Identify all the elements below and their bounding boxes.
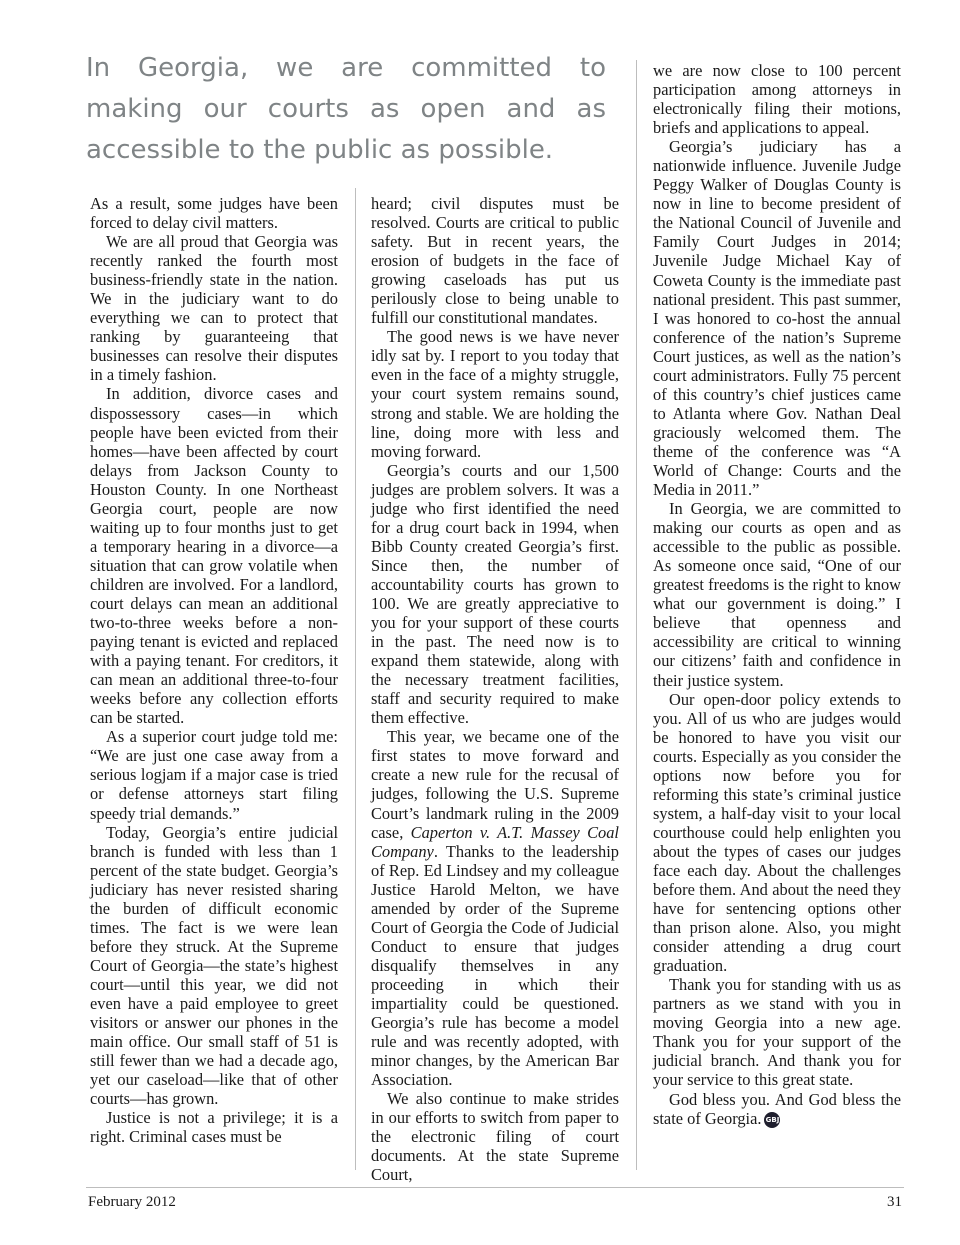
paragraph: As a result, some judges have been forced to delay civil matters. — [90, 194, 338, 233]
paragraph: The good news is we have never idly sat by. I report to you today that even in the face of a mighty struggle, your court system remains sound, strong and stable. We are holding the line, doing more with less and moving forward. — [371, 327, 619, 461]
article-column-1 — [90, 194, 338, 1146]
paragraph — [371, 727, 619, 1089]
paragraph: Today, Georgia’s entire judicial branch is funded with less than 1 percent of the state budget. Georgia’s judiciary has never resisted sharing the burden of difficult economic times. The fact is we were lean before they struck. At the Supreme Court of Georgia—the state’s highest court—until this year, we did not even have a paid employee to greet visitors or answer our phones in the main office. Our small staff of 51 is still fewer than we had a decade ago, yet our caseload—like that of other courts—has grown. — [90, 822, 338, 1109]
gbj-end-mark-icon: GBJ — [764, 1112, 780, 1128]
closing-text: God bless you. And God bless the state of Georgia. — [653, 1089, 901, 1128]
article-column-3 — [653, 61, 901, 1128]
paragraph: Justice is not a privilege; it is a right. Criminal cases must be — [90, 1108, 338, 1147]
paragraph: We also continue to make strides in our efforts to switch from paper to the electronic filing of court documents. At the state Supreme Court, — [371, 1089, 619, 1185]
paragraph: we are now close to 100 percent participation among attorneys in electronically filing their motions, briefs and applications to appeal. — [653, 61, 901, 138]
pull-quote: In Georgia, we are committed to making our courts as open and as accessible to the public as possible. — [86, 53, 606, 165]
paragraph: In Georgia, we are committed to making our courts as open and as accessible to the public as possible. As someone once said, “One of our greatest freedoms is the right to know what our government is doing.” I believe that openness and accessibility are critical to winning our citizens’ faith and confidence in their justice system. — [653, 499, 901, 690]
paragraph: As a superior court judge told me: “We are just one case away from a serious logjam if a major case is tried or defense attorneys start filing speedy trial demands.” — [90, 727, 338, 823]
paragraph: Thank you for standing with us as partners as we stand with you in moving Georgia into a new age. Thank you for your support of the judicial branch. And thank you for your service to this great state. — [653, 975, 901, 1090]
paragraph — [653, 1090, 901, 1128]
footer-date: February 2012 — [88, 1194, 176, 1210]
page-number: 31 — [887, 1194, 902, 1210]
paragraph: Georgia’s courts and our 1,500 judges are problem solvers. It was a judge who first identified the need for a drug court back in 1994, when Bibb County created Georgia’s first. Since then, the number of accountability courts has grown to 100. We are greatly appreciative to you for your support of these courts in the past. The need now is to expand them statewide, along with the necessary treatment facilities, staff and security required to make them effective. — [371, 460, 619, 728]
column-divider — [636, 60, 637, 1170]
footer-divider — [86, 1187, 904, 1188]
case-name: Caperton v. A.T. Massey Coal Company — [371, 822, 619, 861]
article-column-2 — [371, 194, 619, 1184]
paragraph: We are all proud that Georgia was recently ranked the fourth most business-friendly state in the nation. We in the judiciary want to do everything we can to protect that ranking by guaranteeing that businesses can resolve their disputes in a timely fashion. — [90, 232, 338, 385]
paragraph-text: This year, we became one of the first states to move forward and create a new rule for the recusal of judges, following the U.S. Supreme Court’s landmark ruling in the 2009 case, — [371, 727, 619, 842]
paragraph: Georgia’s judiciary has a nationwide influence. Juvenile Judge Peggy Walker of Douglas County is now in line to become president of the National Council of Juvenile and Family Court Judges in 2014; Juvenile Judge Michael Kay of Coweta County is the immediate past national president. This past summer, I was honored to co-host the annual conference of the nation’s Supreme Court justices, as well as the nation’s court administrators. Fully 75 percent of this country’s chief justices came to Atlanta where Gov. Nathan Deal graciously welcomed them. The theme of the conference was “A World of Change: Courts and the Media in 2011.” — [653, 137, 901, 500]
paragraph: heard; civil disputes must be resolved. Courts are critical to public safety. But in recent years, the erosion of budgets in the face of growing caseloads has put us perilously close to being unable to fulfill our constitutional mandates. — [371, 194, 619, 328]
paragraph: Our open-door policy extends to you. All of us who are judges would be honored to have you visit our courts. Especially as you consider the options now before you for reforming this state’s criminal justice system, a half-day visit to your local courthouse could help enlighten you about the types of cases our judges face each day. About the challenges before them. And about the need they have for sentencing options other than prison alone. Also, you might consider attending a drug court graduation. — [653, 689, 901, 976]
column-divider — [355, 188, 356, 1170]
paragraph-text: . Thanks to the leadership of Rep. Ed Lindsey and my colleague Justice Harold Melton, we have amended by order of the Supreme Court of Georgia the Code of Judicial Conduct to ensure that judges disqualify themselves in any proceeding in which their impartiality could be questioned. Georgia’s rule has become a model rule and was recently adopted, with minor changes, by the American Bar Association. — [371, 841, 619, 1090]
paragraph: In addition, divorce cases and dispossessory cases—in which people have been evicted from their homes—have been affected by court delays from Jackson County to Houston County. In one Northeast Georgia court, people are now waiting up to four months just to get a temporary hearing in a divorce—a situation that can grow volatile when children are involved. For a landlord, court delays can mean an additional two-to-three weeks before a non-paying tenant is evicted and replaced with a paying tenant. For creditors, it can mean an additional three-to-four weeks before any collection efforts can be started. — [90, 384, 338, 728]
